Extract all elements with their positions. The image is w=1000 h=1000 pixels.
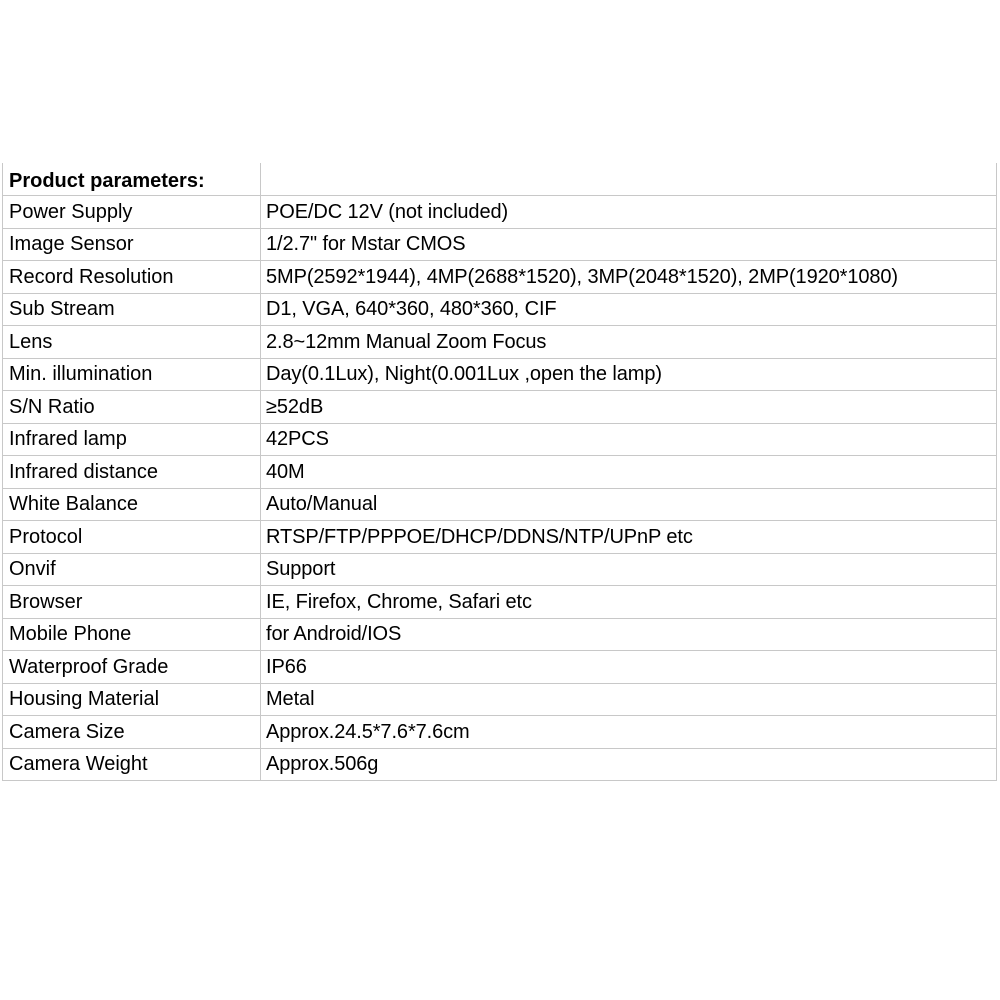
parameter-name: Lens (3, 326, 261, 359)
parameter-value: ≥52dB (261, 391, 997, 424)
parameter-value: 1/2.7" for Mstar CMOS (261, 228, 997, 261)
table-row (3, 521, 997, 554)
product-parameters-table (2, 163, 996, 781)
parameter-value: Approx.24.5*7.6*7.6cm (261, 716, 997, 749)
parameter-name: Camera Weight (3, 748, 261, 781)
spec-table (2, 163, 997, 781)
parameter-value: Metal (261, 683, 997, 716)
parameter-name: Infrared distance (3, 456, 261, 489)
table-heading-blank-cell (261, 163, 997, 196)
table-row (3, 456, 997, 489)
parameter-name: Min. illumination (3, 358, 261, 391)
table-row (3, 553, 997, 586)
table-row (3, 488, 997, 521)
parameter-name: Camera Size (3, 716, 261, 749)
table-row (3, 716, 997, 749)
parameter-value: POE/DC 12V (not included) (261, 196, 997, 229)
parameter-name: Housing Material (3, 683, 261, 716)
table-row (3, 391, 997, 424)
parameter-value: for Android/IOS (261, 618, 997, 651)
parameter-name: White Balance (3, 488, 261, 521)
parameter-name: Onvif (3, 553, 261, 586)
table-row (3, 651, 997, 684)
table-row (3, 196, 997, 229)
parameter-name: Mobile Phone (3, 618, 261, 651)
parameter-value: RTSP/FTP/PPPOE/DHCP/DDNS/NTP/UPnP etc (261, 521, 997, 554)
parameter-value: Day(0.1Lux), Night(0.001Lux ,open the lamp) (261, 358, 997, 391)
parameter-value: 40M (261, 456, 997, 489)
table-row (3, 748, 997, 781)
parameter-value: 42PCS (261, 423, 997, 456)
parameter-value: D1, VGA, 640*360, 480*360, CIF (261, 293, 997, 326)
parameter-value: 2.8~12mm Manual Zoom Focus (261, 326, 997, 359)
table-row (3, 586, 997, 619)
parameter-value: IE, Firefox, Chrome, Safari etc (261, 586, 997, 619)
table-row (3, 326, 997, 359)
parameter-value: Auto/Manual (261, 488, 997, 521)
table-row (3, 261, 997, 294)
table-title-row (3, 163, 997, 196)
table-row (3, 618, 997, 651)
table-row (3, 293, 997, 326)
parameter-name: Sub Stream (3, 293, 261, 326)
parameter-value: Approx.506g (261, 748, 997, 781)
parameter-name: Browser (3, 586, 261, 619)
parameter-name: S/N Ratio (3, 391, 261, 424)
table-row (3, 228, 997, 261)
table-row (3, 423, 997, 456)
table-row (3, 358, 997, 391)
parameter-name: Protocol (3, 521, 261, 554)
parameter-name: Image Sensor (3, 228, 261, 261)
table-row (3, 683, 997, 716)
parameter-value: 5MP(2592*1944), 4MP(2688*1520), 3MP(2048*1520), 2MP(1920*1080) (261, 261, 997, 294)
parameter-value: IP66 (261, 651, 997, 684)
parameter-name: Infrared lamp (3, 423, 261, 456)
parameter-name: Record Resolution (3, 261, 261, 294)
parameter-name: Waterproof Grade (3, 651, 261, 684)
table-heading: Product parameters: (3, 163, 261, 196)
spec-table-body (3, 163, 997, 781)
parameter-value: Support (261, 553, 997, 586)
parameter-name: Power Supply (3, 196, 261, 229)
